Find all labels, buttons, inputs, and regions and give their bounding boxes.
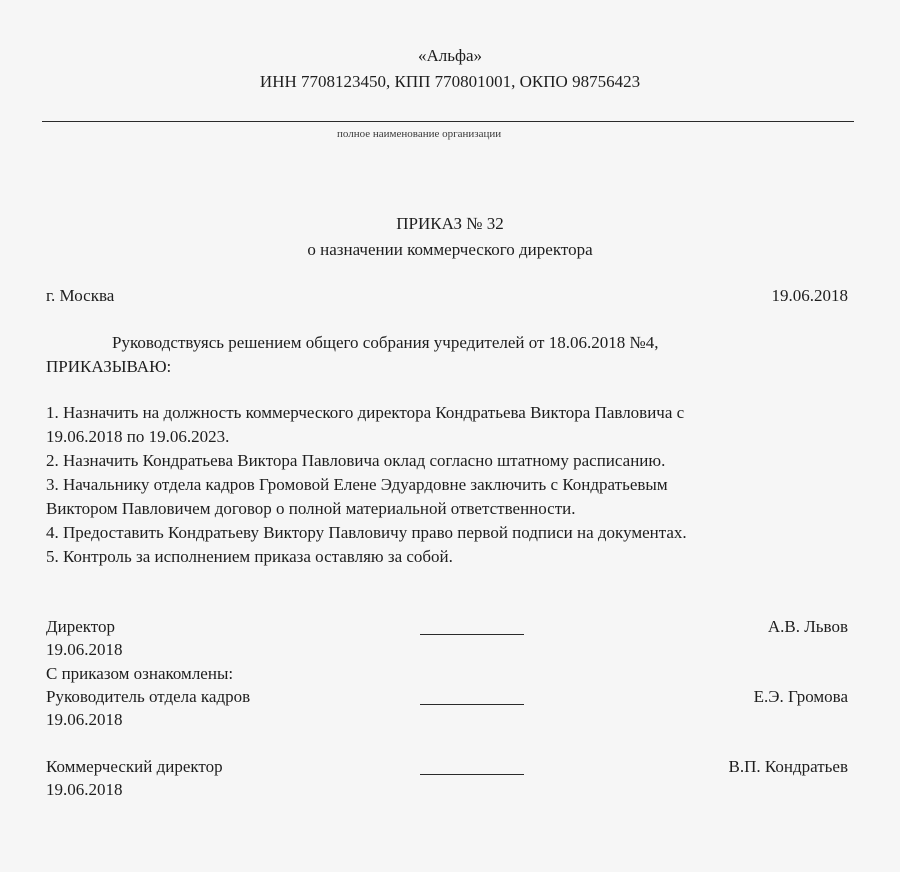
commercial-signature-line bbox=[420, 774, 524, 775]
director-role: Директор bbox=[46, 617, 115, 636]
preamble-line-1: Руководствуясь решением общего собрания учредителей от 18.06.2018 №4, bbox=[112, 333, 659, 352]
director-date: 19.06.2018 bbox=[46, 640, 123, 659]
order-number: ПРИКАЗ № 32 bbox=[396, 214, 504, 233]
commercial-date: 19.06.2018 bbox=[46, 780, 123, 799]
org-name: «Альфа» bbox=[417, 46, 483, 65]
order-item-line: 19.06.2018 по 19.06.2023. bbox=[46, 427, 230, 446]
order-item-line: 3. Начальнику отдела кадров Громовой Елене Эдуардовне заключить с Кондратьевым bbox=[46, 475, 668, 494]
org-codes: ИНН 7708123450, КПП 770801001, ОКПО 98756423 bbox=[259, 72, 641, 91]
order-item-line: 4. Предоставить Кондратьеву Виктору Павловичу право первой подписи на документах. bbox=[46, 523, 687, 542]
order-subject: о назначении коммерческого директора bbox=[307, 240, 593, 259]
preamble-line-2: ПРИКАЗЫВАЮ: bbox=[46, 357, 172, 376]
hr-role: Руководитель отдела кадров bbox=[46, 687, 251, 706]
hr-name: Е.Э. Громова bbox=[753, 687, 848, 706]
order-date: 19.06.2018 bbox=[771, 286, 848, 305]
director-name: А.В. Львов bbox=[767, 617, 848, 636]
order-item-line: 2. Назначить Кондратьева Виктора Павловича оклад согласно штатному расписанию. bbox=[46, 451, 666, 470]
commercial-role: Коммерческий директор bbox=[46, 757, 223, 776]
order-item-line: Виктором Павловичем договор о полной материальной ответственности. bbox=[46, 499, 576, 518]
order-item-line: 5. Контроль за исполнением приказа оставляю за собой. bbox=[46, 547, 453, 566]
acknowledged-label: С приказом ознакомлены: bbox=[46, 664, 234, 683]
director-signature-line bbox=[420, 634, 524, 635]
org-name-underline bbox=[42, 121, 854, 122]
hr-date: 19.06.2018 bbox=[46, 710, 123, 729]
order-city: г. Москва bbox=[46, 286, 115, 305]
order-item-line: 1. Назначить на должность коммерческого директора Кондратьева Виктора Павловича с bbox=[46, 403, 685, 422]
hr-signature-line bbox=[420, 704, 524, 705]
commercial-name: В.П. Кондратьев bbox=[728, 757, 848, 776]
org-caption: полное наименование организации bbox=[337, 128, 502, 140]
